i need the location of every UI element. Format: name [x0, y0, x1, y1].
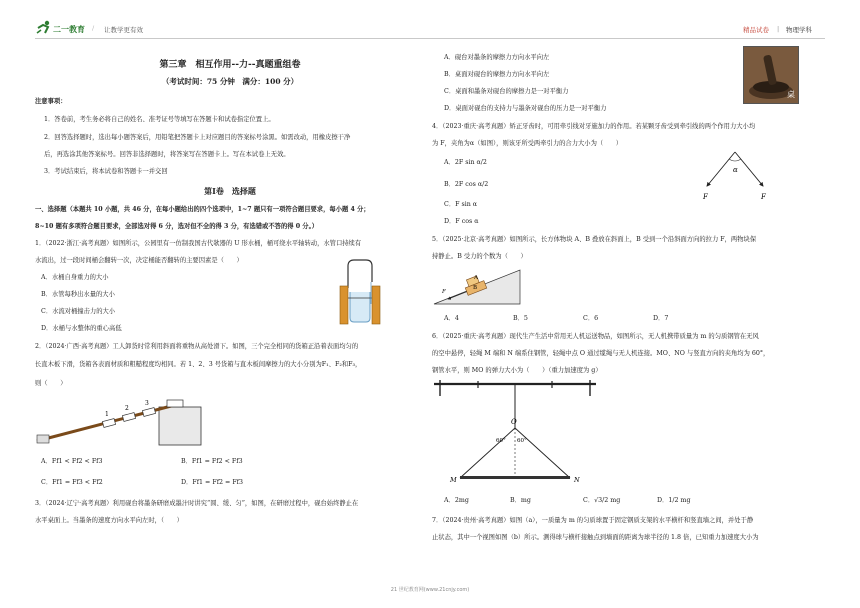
q1-option-b: B．水管每秒出水量的大小: [41, 291, 115, 298]
section-title: 第Ⅰ卷 选择题: [204, 186, 256, 196]
q6-option-a: A．2mg: [444, 497, 469, 504]
q6-fig-n: N: [574, 476, 580, 484]
q3-option-c: C．桌面和墨条对砚台的摩擦力是一对平衡力: [444, 88, 569, 95]
q2-line-2: 长直木板下滑，货箱各表面材质和粗糙程度均相同。若 1、2、3 号货箱与直木板间摩擦力的大小分别为F₁、F₂和F₃，: [35, 361, 362, 368]
q3-option-a: A．砚台对墨条的摩擦力方向水平向左: [444, 54, 550, 61]
q5-line-2: 持静止。B 受力的个数为（ ）: [432, 253, 527, 260]
q6-fig-angle-right: 60°: [517, 438, 527, 444]
q4-figure: [695, 148, 775, 203]
q6-line-2: 的空中悬停，轻绳 M 端和 N 端系住钢管，轻绳中点 O 通过缆绳与无人机连接。MO、NO 与竖直方向的夹角均为 60°，: [432, 350, 770, 357]
q1-line-1: 1．（2022·浙江·高考真题）如图所示，公园里有一仿制我国古代欹器的 U 形水桶，桶可绕水平轴转动，水管口持续有: [35, 240, 362, 247]
q1-option-d: D．水桶与水整体的重心高低: [41, 325, 122, 332]
q4-option-b: B．2F cos α/2: [444, 181, 489, 188]
q1-figure: [330, 258, 390, 328]
q2-line-3: 则（ ）: [35, 380, 67, 387]
q2-box-label-1: 1: [105, 411, 109, 418]
q6-option-d: D．1/2 mg: [657, 497, 691, 504]
page-footer: 21 世纪教育网(www.21cnjy.com): [390, 587, 470, 593]
q5-option-d: D．7: [653, 315, 669, 322]
q6-line-1: 6．（2025·重庆·高考真题）现代生产生活中常用无人机运送物品，如图所示，无人机携带质量为 m 的匀质钢管在无风: [432, 333, 759, 340]
notice-2: 2．回答选择题时，选出每小题答案后，用铅笔把答题卡上对应题目的答案标号涂黑。如需改动，用橡皮擦干净: [44, 134, 351, 141]
q6-fig-o: O: [511, 418, 517, 426]
part-intro-1: 一、选择题（本题共 10 小题，共 46 分，在每小题给出的四个选项中，1~7 题只有一项符合题目要求，每小题 4 分；: [35, 206, 370, 213]
q2-option-d: D．Ff1 = Ff2 = Ff3: [181, 479, 244, 486]
q2-box-label-2: 2: [125, 405, 129, 412]
q7-line-1: 7．（2024·贵州·高考真题）如图（a），一质量为 m 的匀质球置于固定钢质支架的水平横杆和竖直墙之间，并处于静: [432, 517, 754, 524]
notice-3: 3．考试结束后，将本试卷和答题卡一并交回: [44, 168, 168, 175]
header-brand: 精品试卷: [743, 26, 769, 34]
logo-icon: [36, 20, 52, 34]
notice-2-cont: 后，再选涂其他答案标号。回答非选择题时，将答案写在答题卡上。写在本试卷上无效。: [44, 151, 290, 158]
q2-option-b: B．Ff1 = Ff2 < Ff3: [181, 458, 243, 465]
header-slogan: 让教学更有效: [104, 26, 143, 34]
q4-fig-f-left: F: [703, 193, 708, 201]
q5-fig-a: A: [474, 275, 478, 281]
header: [0, 0, 860, 40]
q1-option-c: C．水流对桶撞击力的大小: [41, 308, 116, 315]
q6-option-b: B．mg: [510, 497, 531, 504]
q2-option-a: A．Ff1 < Ff2 < Ff3: [41, 458, 103, 465]
q6-line-3: 钢管水平，则 MO 的弹力大小为（ ）（重力加速度为 g）: [432, 367, 602, 374]
header-divider: /: [92, 24, 95, 32]
page-title: 第三章 相互作用--力--真题重组卷: [159, 60, 301, 70]
q1-line-2: 水流出，过一段时间桶会翻转一次，决定桶能否翻转的主要因素是（ ）: [35, 257, 243, 264]
q3-figure-label: 桌: [787, 90, 795, 99]
q2-figure: [35, 395, 205, 447]
q5-option-c: C．6: [583, 315, 599, 322]
notice-heading: 注意事项：: [35, 98, 67, 105]
q3-line-1: 3．（2024·辽宁·高考真题）利用砚台将墨条研磨成墨汁时讲究“圆、缓、匀”，如图，在研磨过程中，砚台始终静止在: [35, 500, 359, 507]
q6-figure: [430, 378, 600, 486]
q6-fig-angle-left: 60°: [496, 438, 506, 444]
q2-option-c: C．Ff1 = Ff3 < Ff2: [41, 479, 103, 486]
q5-fig-f: F: [442, 289, 446, 295]
q4-line-2: 为 F，夹角为α（如图），则该牙所受两牵引力的合力大小为（ ）: [432, 140, 623, 147]
q2-line-1: 2．（2024·广西·高考真题）工人卸货时常利用斜面将重物从高处滑下。如图，三个完全相同的货箱正沿着表面均匀的: [35, 343, 359, 350]
q1-option-a: A．水桶自身重力的大小: [41, 274, 109, 281]
q4-option-c: C．F sin α: [444, 201, 478, 208]
logo-text: 二一教育: [53, 25, 85, 34]
q5-option-a: A．4: [444, 315, 459, 322]
q3-option-b: B．桌面对砚台的摩擦力方向水平向左: [444, 71, 550, 78]
q7-line-2: 止状态，其中一个视图如图（b）所示。测得球与横杆接触点到墙面的距离为球半径的 1.8 倍，已知重力加速度大小为: [432, 534, 759, 541]
q4-option-a: A．2F sin α/2: [444, 159, 487, 166]
header-separator: |: [777, 25, 780, 33]
part-intro-2: 8~10 题有多项符合题目要求，全部选对得 6 分，选对但不全的得 3 分，有选错或不答的得 0 分。）: [35, 223, 319, 230]
q6-fig-m: M: [450, 476, 457, 484]
q4-fig-f-right: F: [761, 193, 766, 201]
notice-1: 1．答卷前，考生务必将自己的姓名、准考证号等填写在答题卡和试卷指定位置上。: [44, 116, 275, 123]
q5-figure: [432, 262, 522, 307]
q3-option-d: D．桌面对砚台的支持力与墨条对砚台的压力是一对平衡力: [444, 105, 607, 112]
q5-option-b: B．5: [513, 315, 528, 322]
q3-figure: [743, 46, 799, 104]
q4-fig-alpha: α: [733, 166, 738, 174]
q4-line-1: 4．（2023·重庆·高考真题）矫正牙齿时，可用牵引线对牙施加力的作用。若某颗牙齿受到牵引线的两个作用力大小均: [432, 123, 756, 130]
q6-option-c: C．√3/2 mg: [583, 497, 621, 504]
q3-line-2: 水平桌面上。当墨条的速度方向水平向左时，（ ）: [35, 517, 183, 524]
header-rule: [35, 38, 825, 39]
header-subject: 物理学科: [786, 26, 812, 34]
q4-option-d: D．F cos α: [444, 218, 479, 225]
page-subtitle: （考试时间：75 分钟 满分：100 分）: [161, 77, 299, 86]
q5-line-1: 5．（2025·北京·高考真题）如图所示，长方体物块 A、B 叠放在斜面上，B 受到一个沿斜面方向的拉力 F，两物块保: [432, 236, 757, 243]
q5-fig-b: B: [473, 285, 478, 291]
q2-box-label-3: 3: [145, 400, 149, 407]
